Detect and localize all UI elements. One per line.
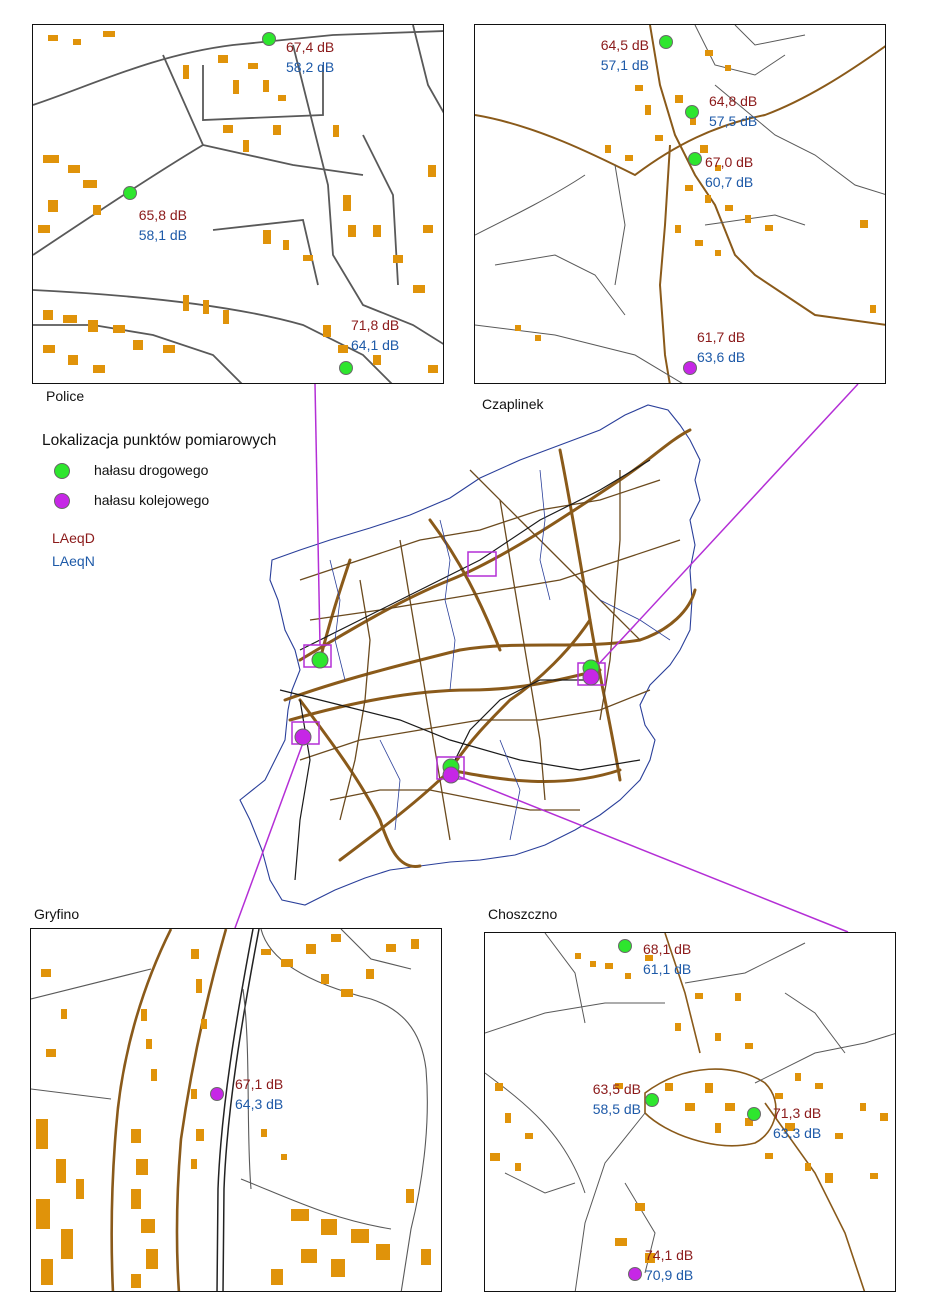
police-p3-day: 71,8 dB [351, 317, 400, 333]
czaplinek-label-1 [585, 35, 649, 75]
inset-gryfino [30, 928, 442, 1292]
choszczno-p1-day: 68,1 dB [643, 941, 692, 957]
legend [38, 432, 328, 582]
czaplinek-p1-night: 57,1 dB [600, 57, 649, 73]
police-label-3 [351, 315, 399, 355]
place-label-gryfino: Gryfino [34, 906, 80, 922]
czaplinek-label-3 [705, 152, 753, 192]
choszczno-label-3 [773, 1103, 821, 1143]
legend-day: LAeqD [52, 530, 95, 546]
czaplinek-p3-day: 67,0 dB [705, 154, 754, 170]
choszczno-p1-night: 61,1 dB [643, 961, 692, 977]
police-p1-day: 67,4 dB [286, 39, 335, 55]
choszczno-road-point-1 [618, 939, 632, 953]
choszczno-label-4 [645, 1245, 693, 1285]
police-label-2 [123, 205, 187, 245]
road-noise-icon [54, 463, 70, 479]
overview-rail-point-south [443, 767, 459, 783]
czaplinek-p2-day: 64,8 dB [709, 93, 758, 109]
czaplinek-road-point-1 [659, 35, 673, 49]
choszczno-map [485, 933, 896, 1292]
choszczno-road-point-3 [747, 1107, 761, 1121]
police-p2-night: 58,1 dB [138, 227, 187, 243]
inset-choszczno [484, 932, 896, 1292]
overview-road-point-police [312, 652, 328, 668]
choszczno-p3-night: 63,3 dB [773, 1125, 822, 1141]
choszczno-p2-night: 58,5 dB [592, 1101, 641, 1117]
inset-police [32, 24, 444, 384]
gryfino-p1-night: 64,3 dB [235, 1096, 284, 1112]
choszczno-p3-day: 71,3 dB [773, 1105, 822, 1121]
police-label-1 [286, 37, 334, 77]
czaplinek-label-2 [709, 91, 757, 131]
czaplinek-p2-night: 57,5 dB [709, 113, 758, 129]
police-p1-night: 58,2 dB [286, 59, 335, 75]
overview-rail-point-east [583, 669, 599, 685]
czaplinek-map [475, 25, 886, 384]
place-label-czaplinek: Czaplinek [482, 396, 544, 412]
legend-title: Lokalizacja punktów pomiarowych [42, 432, 277, 449]
police-p3-night: 64,1 dB [351, 337, 400, 353]
czaplinek-road-point-2 [685, 105, 699, 119]
police-p2-day: 65,8 dB [138, 207, 187, 223]
place-label-choszczno: Choszczno [488, 906, 558, 922]
choszczno-label-1 [643, 939, 691, 979]
czaplinek-p1-day: 64,5 dB [600, 37, 649, 53]
legend-night: LAeqN [52, 553, 95, 569]
legend-road-label: hałasu drogowego [94, 462, 209, 478]
legend-road [38, 460, 298, 482]
choszczno-road-point-2 [645, 1093, 659, 1107]
czaplinek-label-4 [697, 327, 745, 367]
police-road-point-3 [339, 361, 353, 375]
legend-rail [38, 490, 298, 512]
legend-rail-label: hałasu kolejowego [94, 492, 210, 508]
police-road-point-1 [262, 32, 276, 46]
police-road-point-2 [123, 186, 137, 200]
czaplinek-p4-night: 63,6 dB [697, 349, 746, 365]
overview-rail-point-gryfino [295, 729, 311, 745]
choszczno-p4-day: 74,1 dB [645, 1247, 694, 1263]
choszczno-p2-day: 63,5 dB [592, 1081, 641, 1097]
place-label-police: Police [46, 388, 85, 404]
czaplinek-rail-point-4 [683, 361, 697, 375]
gryfino-rail-point-1 [210, 1087, 224, 1101]
choszczno-label-2 [571, 1079, 641, 1119]
czaplinek-road-point-3 [688, 152, 702, 166]
gryfino-label-1 [235, 1074, 283, 1114]
choszczno-p4-night: 70,9 dB [645, 1267, 694, 1283]
rail-noise-icon [54, 493, 70, 509]
czaplinek-p4-day: 61,7 dB [697, 329, 746, 345]
choszczno-rail-point-4 [628, 1267, 642, 1281]
czaplinek-p3-night: 60,7 dB [705, 174, 754, 190]
inset-czaplinek [474, 24, 886, 384]
gryfino-p1-day: 67,1 dB [235, 1076, 284, 1092]
